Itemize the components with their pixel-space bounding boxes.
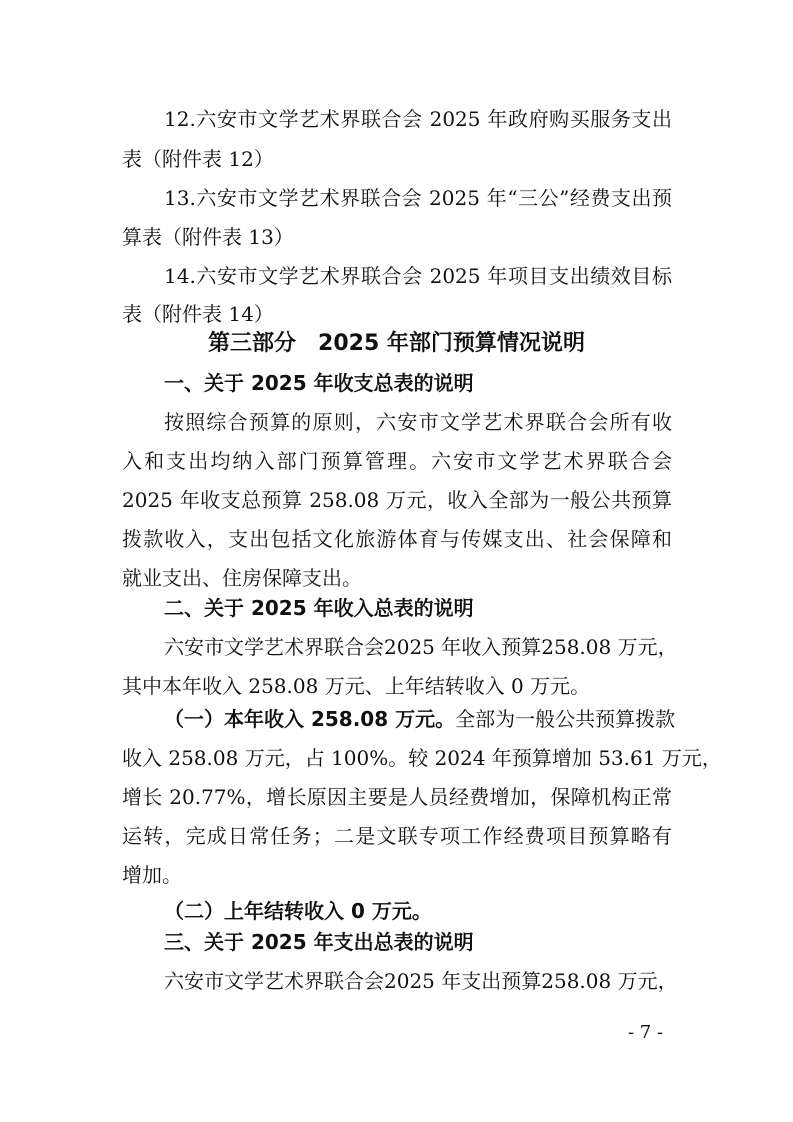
section-2-line-2: 其中本年收入 258.08 万元、上年结转收入 0 万元。 [122,674,591,698]
list-item-14-line1: 14.六安市文学艺术界联合会 2025 年项目支出绩效目标 [164,264,672,288]
subsection-1-line-2: 收入 258.08 万元，占 100%。较 2024 年预算增加 53.61 万元， [122,746,722,770]
section-1-line-3: 2025 年收支总预算 258.08 万元，收入全部为一般公共预算 [122,488,672,512]
page-number: - 7 - [628,1022,664,1043]
subsection-1-line-1 [164,706,676,732]
section-1-heading: 一、关于 2025 年收支总表的说明 [164,371,474,395]
subsection-1-bold-lead: （一）本年收入 258.08 万元。 [164,707,456,731]
section-1-line-1: 按照综合预算的原则，六安市文学艺术界联合会所有收 [164,410,672,434]
section-2-heading: 二、关于 2025 年收入总表的说明 [164,596,474,620]
section-3-heading: 三、关于 2025 年支出总表的说明 [164,930,474,954]
part-three-title: 第三部分 2025 年部门预算情况说明 [208,331,585,356]
list-item-12-line1: 12.六安市文学艺术界联合会 2025 年政府购买服务支出 [164,107,672,131]
subsection-1-line-3: 增长 20.77%，增长原因主要是人员经费增加，保障机构正常 [122,785,672,809]
list-item-14-line2: 表（附件表 14） [122,302,274,326]
subsection-1-line-5: 增加。 [122,863,182,887]
section-2-line-1: 六安市文学艺术界联合会2025 年收入预算258.08 万元， [164,635,678,659]
section-3-line-1: 六安市文学艺术界联合会2025 年支出预算258.08 万元， [164,969,678,993]
list-item-13-line1: 13.六安市文学艺术界联合会 2025 年“三公”经费支出预 [164,186,672,210]
list-item-13-line2: 算表（附件表 13） [122,225,294,249]
section-1-line-5: 就业支出、住房保障支出。 [122,566,362,590]
subsection-1-line-4: 运转，完成日常任务；二是文联专项工作经费项目预算略有 [122,824,672,848]
subsection-2-heading: （二）上年结转收入 0 万元。 [164,899,432,923]
section-1-line-2: 入和支出均纳入部门预算管理。六安市文学艺术界联合会 [122,449,672,473]
section-1-line-4: 拨款收入，支出包括文化旅游体育与传媒支出、社会保障和 [122,527,672,551]
subsection-1-line-1-rest: 全部为一般公共预算拨款 [455,707,676,731]
list-item-12-line2: 表（附件表 12） [122,147,274,171]
